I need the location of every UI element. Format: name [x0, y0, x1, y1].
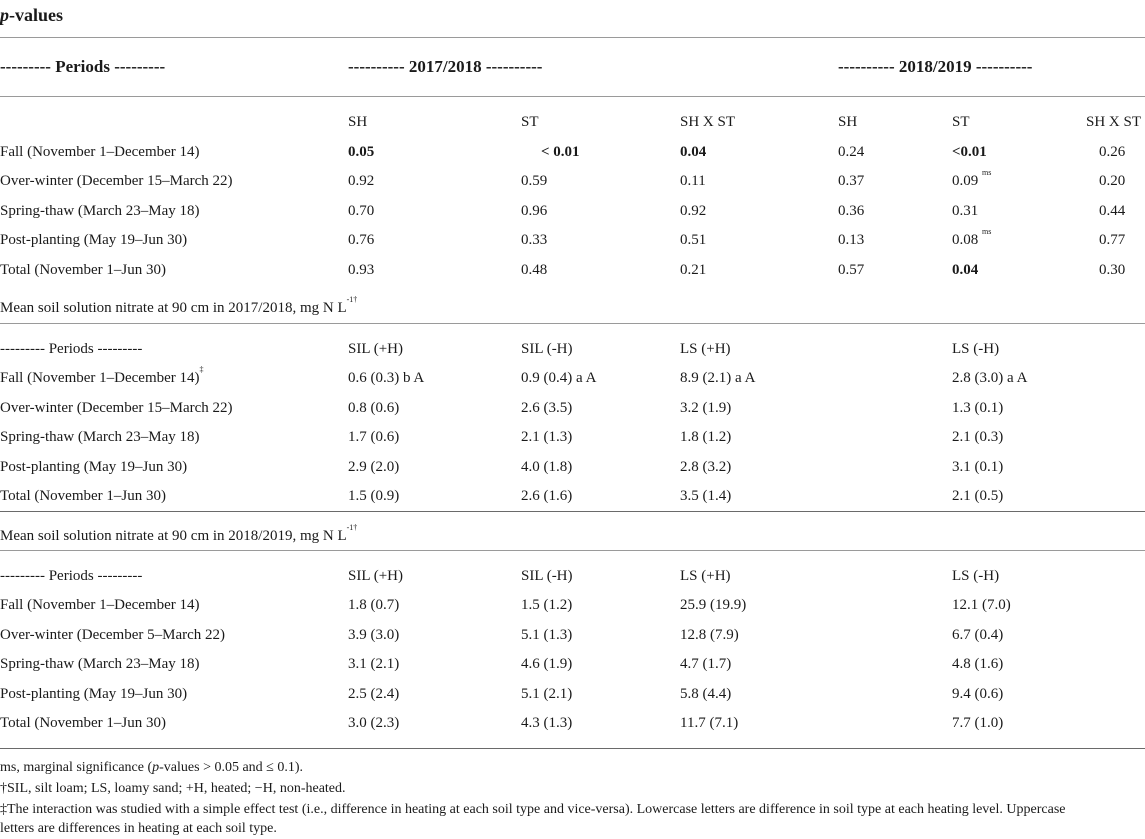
cell: 4.7 (1.7)	[680, 656, 732, 672]
cell: 0.11	[680, 173, 706, 189]
year-2017-header: ---------- 2017/2018 ----------	[348, 57, 543, 76]
cell: 0.51	[680, 232, 707, 248]
divider	[0, 748, 1145, 749]
cell: 2.1 (1.3)	[521, 429, 573, 445]
row-label: Spring-thaw (March 23–May 18)	[0, 429, 200, 445]
cell: 2.1 (0.5)	[952, 488, 1004, 504]
row-label: Fall (November 1–December 14)‡	[0, 365, 204, 386]
col-st-2017: ST	[521, 114, 539, 130]
cell: 0.77	[1099, 232, 1126, 248]
cell: 0.57	[838, 262, 865, 278]
cell: 2.8 (3.0) a A	[952, 370, 1028, 386]
cell: 5.8 (4.4)	[680, 686, 732, 702]
row-label: Total (November 1–Jun 30)	[0, 715, 166, 731]
cell: 4.8 (1.6)	[952, 656, 1004, 672]
cell: 4.3 (1.3)	[521, 715, 573, 731]
col-sil-heated: SIL (+H)	[348, 568, 403, 584]
cell: 0.30	[1099, 262, 1126, 278]
row-label: Spring-thaw (March 23–May 18)	[0, 656, 200, 672]
divider	[0, 96, 1145, 97]
table-title: p-values	[0, 5, 63, 25]
cell: 0.04	[680, 144, 707, 160]
cell: 3.5 (1.4)	[680, 488, 732, 504]
footnote-dagger: †SIL, silt loam; LS, loamy sand; +H, heated; −H, non-heated.	[0, 781, 346, 796]
divider	[0, 550, 1145, 551]
cell: 1.5 (0.9)	[348, 488, 400, 504]
cell: 12.8 (7.9)	[680, 627, 739, 643]
cell: 0.04	[952, 262, 979, 278]
marginal-significance-mark: ms	[982, 168, 992, 177]
divider	[0, 37, 1145, 38]
cell: 11.7 (7.1)	[680, 715, 739, 731]
row-label: Post-planting (May 19–Jun 30)	[0, 232, 188, 248]
cell: 1.3 (0.1)	[952, 400, 1004, 416]
cell: 9.4 (0.6)	[952, 686, 1004, 702]
cell: 1.8 (1.2)	[680, 429, 732, 445]
cell: 2.9 (2.0)	[348, 459, 400, 475]
cell: 1.7 (0.6)	[348, 429, 400, 445]
footnote-ddagger-cont: letters are differences in heating at each soil type.	[0, 821, 277, 836]
periods-header: --------- Periods ---------	[0, 341, 143, 357]
cell: 1.8 (0.7)	[348, 597, 400, 613]
row-label: Post-planting (May 19–Jun 30)	[0, 686, 188, 702]
col-sil-nonheated: SIL (-H)	[521, 568, 573, 584]
cell: 7.7 (1.0)	[952, 715, 1004, 731]
cell: 2.5 (2.4)	[348, 686, 400, 702]
cell: 6.7 (0.4)	[952, 627, 1004, 643]
divider	[0, 511, 1145, 512]
cell: 0.13	[838, 232, 865, 248]
divider	[0, 323, 1145, 324]
cell: 12.1 (7.0)	[952, 597, 1011, 613]
periods-header: --------- Periods ---------	[0, 568, 143, 584]
cell: 5.1 (1.3)	[521, 627, 573, 643]
row-label: Fall (November 1–December 14)	[0, 597, 200, 613]
cell: 3.1 (0.1)	[952, 459, 1004, 475]
cell: 0.59	[521, 173, 548, 189]
col-ls-nonheated: LS (-H)	[952, 568, 1000, 584]
col-sh-2018: SH	[838, 114, 858, 130]
cell: 25.9 (19.9)	[680, 597, 747, 613]
footnote-ddagger: ‡The interaction was studied with a simple effect test (i.e., difference in heating at each soil type and vice-versa). Lowercase letters are difference in soil type at each heating level. Uppercase	[0, 802, 1066, 817]
cell: 0.20	[1099, 173, 1126, 189]
col-sil-nonheated: SIL (-H)	[521, 341, 573, 357]
footnote-ms: ms, marginal significance (p-values > 0.05 and ≤ 0.1).	[0, 760, 304, 775]
year-2018-header: ---------- 2018/2019 ----------	[838, 57, 1033, 76]
cell: 0.26	[1099, 144, 1126, 160]
cell: 0.21	[680, 262, 707, 278]
col-shxst-2018: SH X ST	[1086, 114, 1142, 130]
row-label: Fall (November 1–December 14)	[0, 144, 200, 160]
cell: 0.8 (0.6)	[348, 400, 400, 416]
cell: 5.1 (2.1)	[521, 686, 573, 702]
cell: 0.9 (0.4) a A	[521, 370, 597, 386]
col-ls-heated: LS (+H)	[680, 568, 731, 584]
cell: 3.9 (3.0)	[348, 627, 400, 643]
row-label: Total (November 1–Jun 30)	[0, 488, 166, 504]
col-sh-2017: SH	[348, 114, 368, 130]
col-ls-nonheated: LS (-H)	[952, 341, 1000, 357]
col-st-2018: ST	[952, 114, 970, 130]
cell: 0.33	[521, 232, 548, 248]
row-label: Total (November 1–Jun 30)	[0, 262, 166, 278]
row-label: Over-winter (December 15–March 22)	[0, 173, 233, 189]
cell: 2.8 (3.2)	[680, 459, 732, 475]
marginal-significance-mark: ms	[982, 227, 992, 236]
cell: 0.31	[952, 203, 979, 219]
cell: 4.0 (1.8)	[521, 459, 573, 475]
cell: 3.1 (2.1)	[348, 656, 400, 672]
row-label: Post-planting (May 19–Jun 30)	[0, 459, 188, 475]
row-label: Spring-thaw (March 23–May 18)	[0, 203, 200, 219]
cell: 0.92	[348, 173, 375, 189]
cell: 4.6 (1.9)	[521, 656, 573, 672]
row-label: Over-winter (December 15–March 22)	[0, 400, 233, 416]
cell: 0.92	[680, 203, 707, 219]
cell: 0.09 $^{ms}$	[952, 168, 992, 189]
cell: < 0.01	[541, 144, 580, 160]
cell: 0.70	[348, 203, 375, 219]
periods-header: --------- Periods ---------	[0, 57, 166, 76]
cell: 0.76	[348, 232, 375, 248]
cell: 1.5 (1.2)	[521, 597, 573, 613]
section-caption-2018: Mean soil solution nitrate at 90 cm in 2018/2019, mg N $L^{-1\dagger}$	[0, 523, 358, 544]
cell: 3.2 (1.9)	[680, 400, 732, 416]
cell: 0.96	[521, 203, 548, 219]
cell: 3.0 (2.3)	[348, 715, 400, 731]
cell: 8.9 (2.1) a A	[680, 370, 756, 386]
cell: 0.6 (0.3) b A	[348, 370, 425, 386]
cell: 0.48	[521, 262, 548, 278]
cell: 0.05	[348, 144, 375, 160]
cell: 0.08 $^{ms}$	[952, 227, 992, 248]
row-label: Over-winter (December 5–March 22)	[0, 627, 226, 643]
cell: 0.37	[838, 173, 865, 189]
cell: 0.44	[1099, 203, 1126, 219]
cell: 2.1 (0.3)	[952, 429, 1004, 445]
cell: <0.01	[952, 144, 987, 160]
col-shxst-2017: SH X ST	[680, 114, 736, 130]
cell: 0.36	[838, 203, 865, 219]
cell: 2.6 (1.6)	[521, 488, 573, 504]
cell: 0.93	[348, 262, 375, 278]
col-ls-heated: LS (+H)	[680, 341, 731, 357]
section-caption-2017: Mean soil solution nitrate at 90 cm in 2017/2018, mg N $L^{-1\dagger}$	[0, 295, 358, 316]
cell: 2.6 (3.5)	[521, 400, 573, 416]
col-sil-heated: SIL (+H)	[348, 341, 403, 357]
cell: 0.24	[838, 144, 865, 160]
